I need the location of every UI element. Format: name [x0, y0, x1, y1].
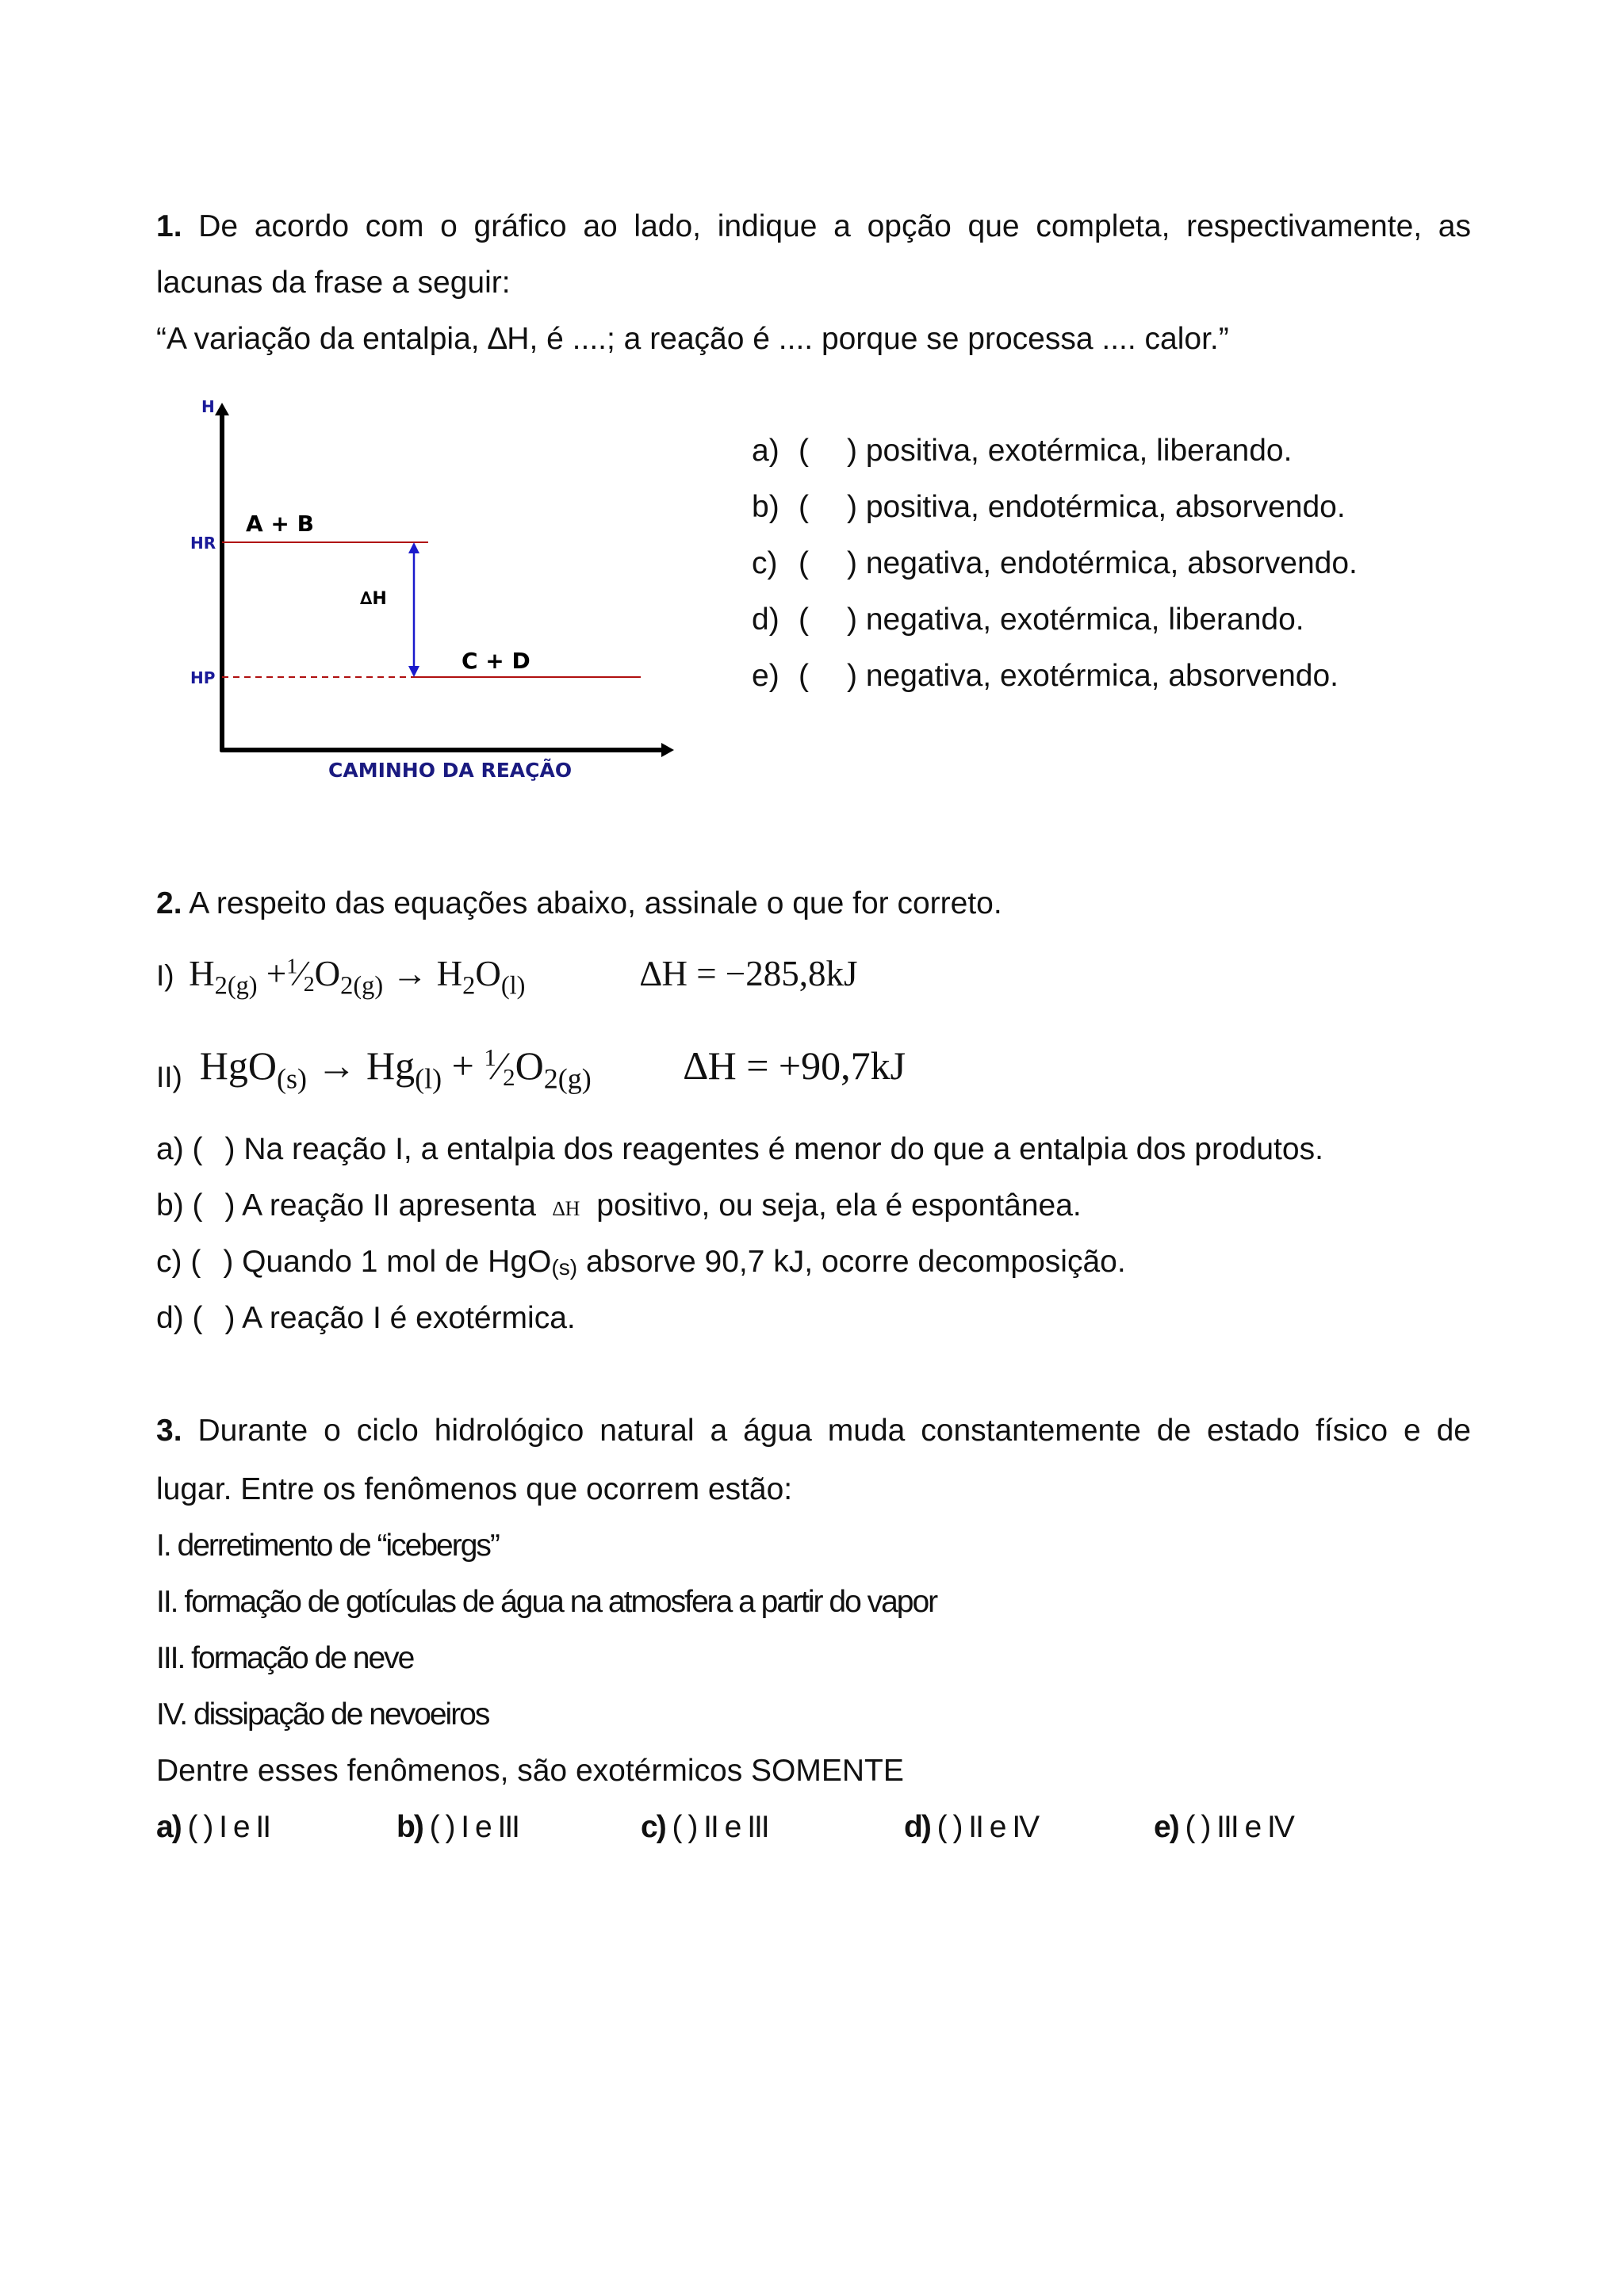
q3-item-3: III. formação de neve — [156, 1641, 414, 1675]
q1-option-d[interactable]: d) ( ) negativa, exotérmica, liberando. — [752, 603, 1304, 637]
hr-label: HR — [190, 534, 216, 553]
q3-prompt: Dentre esses fenômenos, são exotérmicos SOMENTE — [156, 1754, 904, 1788]
q3-line1: 3. Durante o ciclo hidrológico natural a água muda constantemente de estado físico e de — [156, 1414, 1471, 1448]
q2-equation-2: $_{II)}$ $HgO_{(s)} \to Hg_{(l)}$ + $^1⁄_2O_{2(g)}$ ∆H = +90,7kJ — [156, 1043, 906, 1095]
q3-number: 3. — [156, 1414, 182, 1448]
q1-line2: lacunas da frase a seguir: — [156, 266, 511, 300]
q3-item-2: II. formação de gotículas de água na atmosfera a partir do vapor — [156, 1585, 937, 1619]
q3-answer-b[interactable]: b) ( ) I e III — [396, 1810, 519, 1844]
q3-answer-c[interactable]: c) ( ) II e III — [641, 1810, 768, 1844]
q3-answer-a[interactable]: a) ( ) I e II — [156, 1810, 270, 1844]
q1-option-a[interactable]: a) ( ) positiva, exotérmica, liberando. — [752, 434, 1293, 468]
q2-option-d[interactable]: d) ( ) A reação I é exotérmica. — [156, 1301, 576, 1335]
q1-line1: 1. De acordo com o gráfico ao lado, indique a opção que completa, respectivamente, as — [156, 209, 1471, 243]
delta-h-label: ∆H — [360, 589, 387, 609]
q2-option-a[interactable]: a) ( ) Na reação I, a entalpia dos reagentes é menor do que a entalpia dos produtos. — [156, 1132, 1323, 1166]
hp-label: HP — [190, 668, 216, 687]
q1-option-e[interactable]: e) ( ) negativa, exotérmica, absorvendo. — [752, 659, 1339, 693]
x-axis-label: CAMINHO DA REAÇÃO — [328, 759, 573, 782]
q1-line3: “A variação da entalpia, ∆H, é ....; a reação é .... porque se processa .... calor.” — [156, 322, 1229, 356]
q1-number: 1. — [156, 209, 182, 243]
q1-option-b[interactable]: b) ( ) positiva, endotérmica, absorvendo. — [752, 490, 1346, 524]
q2-number: 2. — [156, 886, 182, 920]
q1-option-c[interactable]: c) ( ) negativa, endotérmica, absorvendo. — [752, 546, 1358, 580]
q3-answer-d[interactable]: d) ( ) II e IV — [904, 1810, 1039, 1844]
y-axis-arrow — [215, 403, 229, 415]
q3-item-1: I. derretimento de “icebergs” — [156, 1529, 499, 1563]
products-label: C + D — [462, 648, 530, 674]
q2-equation-1: I) $H_{2(g)}$ $+^1⁄_2O_{2(g)} \to H_2O_{(l)}$ ∆H = −285,8kJ — [156, 954, 858, 1001]
q2-stem: 2. A respeito das equações abaixo, assinale o que for correto. — [156, 886, 1002, 920]
q2-option-c[interactable]: c) ( ) Quando 1 mol de HgO(s) absorve 90,7 kJ, ocorre decomposição. — [156, 1245, 1126, 1280]
x-axis-arrow — [661, 743, 674, 757]
q3-answer-e[interactable]: e) ( ) III e IV — [1154, 1810, 1293, 1844]
reagents-label: A + B — [246, 511, 314, 537]
q3-item-4: IV. dissipação de nevoeiros — [156, 1697, 489, 1732]
q3-line2: lugar. Entre os fenômenos que ocorrem estão: — [156, 1472, 793, 1506]
enthalpy-graph — [190, 396, 682, 793]
q2-option-b[interactable]: b) ( ) A reação II apresenta ∆H positivo, ou seja, ela é espontânea. — [156, 1188, 1082, 1223]
y-axis-label: H — [201, 397, 215, 416]
